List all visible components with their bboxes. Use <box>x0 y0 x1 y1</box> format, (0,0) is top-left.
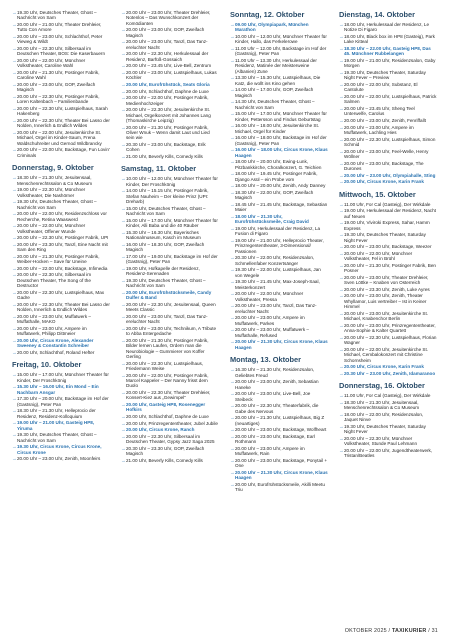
highlight-event: → 20.00 Uhr – 23.00 Uhr, Olympiahalle, Sting <box>339 173 437 178</box>
highlight-event: → 18.00 Uhr – 21.30 Uhr, Eurofrühstücksmeile, Craig David <box>230 214 328 225</box>
highlight-event: → 20.00 Uhr – 21.30 Uhr, Circus Krone, Klaus Haagen <box>230 339 328 350</box>
column-3 <box>230 10 328 494</box>
footer-month: OKTOBER 2025 / <box>344 628 391 634</box>
highlight-event: → 20.00 Uhr, Eurofrühstücksmeile, Candy Dulfer & Band <box>121 290 219 301</box>
day-heading: Samstag, 11. Oktober <box>121 164 197 174</box>
event-entry: → 19.00 Uhr – 21.00 Uhr, Residenzsalon, Gaby Morgen <box>339 58 437 69</box>
event-entry: → 20.00 Uhr – 23.00 Uhr, Lustspielhaus, Lukas Köchler <box>121 70 219 81</box>
event-entry: → 19.00 Uhr, Herkulessaal der Residenz, La Fusion di Figaro <box>230 226 328 237</box>
highlight-event: → 20.00 Uhr, Gasteig HP8, Rosenegger Hofkirs <box>121 402 219 413</box>
highlight-event: → 19.00 Uhr – 21.00 Uhr, Gasteig HP8, Yiruma <box>12 420 110 431</box>
event-entry: → 18.00 Uhr, Herkulessaal der Residenz, Le Notize Di Figaro <box>339 22 437 33</box>
event-entry: → 20.00 Uhr – 21.30 Uhr, Postinger Fabrik, Weiber-Hocken – Save für Uneine <box>12 254 110 265</box>
event-entry: → 20.00 Uhr – 22.30 Uhr, Lustspielhaus, Simon Schmid <box>339 137 437 148</box>
highlight-event: → 15.30 Uhr – 16.00 Uhr, Ein Mond – Ein Nachbarn Ansgar <box>12 384 110 395</box>
event-entry: → 20.00 Uhr – 23.30 Uhr, Zenith, Luke Ayres <box>339 287 437 292</box>
footer-page-number: / 31 <box>428 628 438 634</box>
day-heading: Sonntag, 12. Oktober <box>230 10 305 19</box>
highlight-event: → 20.00 Uhr, Circus Krone, Alexander Sweeney & Constantin Schreiber <box>12 338 110 349</box>
highlight-event: → 19.30 Uhr, Circus Krone, Circus Krone, Circus Krone <box>12 444 110 455</box>
event-entry: → 20.00 Uhr – 23.00 Uhr, Feel-Welle, Henry Wöllner <box>339 149 437 160</box>
event-entry: → 14.00 Uhr – 17.00 Uhr, GOP, Zweifach Magisch <box>230 87 328 98</box>
event-entry: → 19.00 Uhr, Viviroki Express, Sahar, Hamm Express <box>339 220 437 231</box>
day-heading: Freitag, 10. Oktober <box>12 360 82 370</box>
event-entry: → 20.00 Uhr – 22.30 Uhr, Theater Drehleier, Konsert-Kiez aus „Gewimpel“ <box>121 390 219 401</box>
event-entry: → 20.00 Uhr – 23.00 Uhr, Zenith, Sebastian Haneke <box>230 379 328 390</box>
event-entry: → 18.30 Uhr – 22.00 Uhr, GOP, Zweifach Magisch <box>230 190 328 201</box>
event-entry: → 21.00 Uhr, Beverly Kills, Comedy Kills <box>121 154 219 159</box>
event-entry: → 20.00 Uhr – 22.30 Uhr, Postinger Fabrik, UPI <box>12 235 110 240</box>
day-heading: Donnerstag, 9. Oktober <box>12 163 94 173</box>
event-entry: → 13.30 Uhr – 15.30 Uhr, Lustspielhaus, Die Katz, die wollt ins Kino gehen <box>230 75 328 86</box>
event-entry: → 20.00 Uhr – 23.00 Uhr, Ampere im Muffatwerk, Lachling Hies <box>339 125 437 136</box>
event-entry: → 20.00 Uhr – 23.00 Uhr, Zenith, Fenriffallt <box>339 118 437 123</box>
event-entry: → 16.00 Uhr – 18.30 Uhr, GOP, Zweifach Magisch <box>121 242 219 253</box>
event-entry: → 20.00 Uhr, Schlachthof, Roland Hefter <box>12 350 110 355</box>
column-1 <box>12 10 110 463</box>
event-entry: → 11.00 Uhr, For Cal (Gasteig), Der Wirkdale <box>339 202 437 207</box>
event-entry: → 20.00 Uhr – 22.30 Uhr, Theaterfabrik, die Gabe des Nervous <box>230 403 328 414</box>
event-entry: → 20.00 Uhr – 22.30 Uhr, Theater Bei Lasso der Nolden, Innerlich & Endlich Wildes <box>12 118 110 129</box>
page-footer <box>345 628 438 634</box>
event-entry: → 20.00 Uhr – 22.00 Uhr, Münchner Volkstheater, Caroline Wahl <box>12 58 110 69</box>
event-entry: → 20.00 Uhr – 22.30 Uhr, Theater Bei Lasso der Nolden, Innerlich & Endlich Wildes <box>12 302 110 313</box>
event-entry: → 11.00 Uhr – 12.00 Uhr, Backstage im Hof der (Gastsnig), Peter Pan <box>230 46 328 57</box>
event-entry: → 20.00 Uhr – 21.30 Uhr, Postinger Fabrik, Oliver Wnuk – Wenn damit Laut und Lied sein wie <box>121 125 219 141</box>
event-entry: → 16.00 Uhr – 18.00 Uhr, Backstage im Hof der (Gastsnig), Peter Pan <box>230 135 328 146</box>
event-entry: → 19.00 Uhr, Hofkapelle der Residenz, Residenz-Serenaden <box>121 266 219 277</box>
event-entry: → 20.00 Uhr – 23.00 Uhr, Jesuitenkirche St. Michael, Knabenchor Berlin <box>339 311 437 322</box>
event-entry: → 19.30 Uhr, Deutsches Theater, Ghost – Nachricht von Sam <box>12 432 110 443</box>
column-4 <box>339 10 437 460</box>
event-entry: → 20.00 Uhr – 23.00 Uhr, Backstage, Weezer <box>339 244 437 249</box>
highlight-event: → 20.00 Uhr, Circus Krone, Ranch <box>121 427 219 432</box>
event-entry: → 20.00 Uhr – 22.00 Uhr, Münchner Volkstheater, Fel in Brühl <box>339 251 437 262</box>
event-entry: → 20.00 Uhr – 22.30 Uhr, Silbersaal im Deutschen Theater, BOS: Die Kaserbauern <box>12 46 110 57</box>
event-entry: → 20.00 Uhr – 22.30 Uhr, Jesuitensaal, Queen Meets Classic <box>121 302 219 313</box>
event-entry: → 16.00 Uhr – 18.00 Uhr, Jesuitenkirche St. Michael, Orgel für Kinder <box>230 123 328 134</box>
event-entry: → 20.00 Uhr – 23.00 Uhr, GOP, Zweifach Magisch <box>121 27 219 38</box>
event-entry: → 20.00 Uhr – 21.30 Uhr, Postinger Fabrik, Caroline Wahl <box>12 70 110 81</box>
event-entry: → 20.00 Uhr – 22.30 Uhr, Postinger Fabrik, Loren Kaltenbach – Familienbande <box>12 94 110 105</box>
event-entry: → 20.00 Uhr – 23.00 Uhr, Backstage, Ponytail + One <box>230 458 328 469</box>
event-entry: → 19.30 Uhr, Deutsches Theater, Ghost – Nachricht von Sam <box>12 199 110 210</box>
event-entry: → 20.00 Uhr – 23.00 Uhr, GOP, Zweifach Magisch <box>12 82 110 93</box>
day-heading: Donnerstag, 16. Oktober <box>339 381 425 391</box>
day-heading: Dienstag, 14. Oktober <box>339 10 415 19</box>
highlight-event: → 09.00 Uhr, Olympiapark, München Marathon <box>230 22 328 33</box>
event-entry: → 11.00 Uhr, For Cal (Gasteig), Der Wirkdale <box>339 393 437 398</box>
event-entry: → 18.30 Uhr – 21.30 Uhr, Helleprocio der Residenz, Residenz-Kolloquium <box>12 408 110 419</box>
event-entry: → 15.00 Uhr – 17.00 Uhr, Münchner Theater für Kinder, Pettersson und Findus Geburtstag <box>230 111 328 122</box>
event-entry: → 20.00 Uhr – 23.45 Uhr, Live-Bell, Zentrum <box>121 63 219 68</box>
event-entry: → 20.00 Uhr – 22.00 Uhr, Lustspielhaus, Patrick Salmen <box>339 94 437 105</box>
event-entry: → 20.00 Uhr, Schlachthof, Daphne de Luxe <box>121 414 219 419</box>
event-entry: → 20.00 Uhr – 23.00 Uhr, Technikum, A Tribute to Abba Entergedache <box>121 326 219 337</box>
event-entry: → 20.00 Uhr, Prinzregententheater, Jubel Jubile <box>121 421 219 426</box>
event-entry: → 20.00 Uhr – 23.00 Uhr, Prinzregententheater, Anna-Sophie & Kalter Quartett <box>339 323 437 334</box>
event-entry: → 14.00 Uhr – 15.15 Uhr, Postinger Fabrik, Stefan Nauheim – Der kleine Prinz (UPI: Dreharb) <box>121 188 219 204</box>
event-entry: → 20.00 Uhr – 22.00 Uhr, Jesuitenkirche St. Michael, Orgel im Kinder-Saum, Frena Waldschuhreiter und Gernod Wildbrancky <box>12 130 110 146</box>
highlight-event: → 18.30 Uhr – 22.00 Uhr, Gasteig HP8, Das 45. Münchner Rubbelangen <box>339 46 437 57</box>
event-entry: → 19.30 Uhr, Deutsches Theater, Ghost – Nachricht von Sam <box>12 10 110 21</box>
event-entry: → 20.00 Uhr – 22.30 Uhr, Herkulessaal der Residenz, Barfüß-Gossaich <box>121 51 219 62</box>
event-entry: → 20.00 Uhr – 22.00 Uhr, Backstage, Infimedia <box>12 266 110 271</box>
highlight-event: → 20.00 Uhr, Circus Krone, Karin Frank <box>339 179 437 184</box>
event-entry: → 20.00 Uhr – 22.00 Uhr, Backstage, Fun Lovin' Criminals <box>12 147 110 158</box>
event-entry: → 20.00 Uhr, Schlachthof, Daphne de Luxe <box>121 89 219 94</box>
event-entry: → 20.30 Uhr – 23.30 Uhr, GOP, Zweifach Magisch <box>121 446 219 457</box>
event-entry: → 20.00 Uhr – 22.30 Uhr, Silbersaal im Deutschen Theater, The Song of the Destructor <box>12 272 110 288</box>
event-entry: → 20.00 Uhr – 22.30 Uhr, Münchner Volkstheater, Stunde Paul Lehmann <box>339 436 437 447</box>
footer-magazine: TAXIKURIER <box>391 628 427 634</box>
event-entry: → 20.00 Uhr – 22.00 Uhr, Jugendtheaterwerk, Tristan/Beatles <box>339 448 437 459</box>
event-entry: → 20.00 Uhr – 21.30 Uhr, Postinger Fabrik, Ben Posner <box>339 263 437 274</box>
event-entry: → 19.30 Uhr – 22.00 Uhr, Lustspielhaus, Jan von Wegele <box>230 267 328 278</box>
event-entry: → 18.45 Uhr – 21.45 Uhr, Backstage, Sebastian Maier <box>230 202 328 213</box>
event-entry: → 20.00 Uhr – 22.00 Uhr, Münchner Volkstheater, Offener Wunde <box>12 223 110 234</box>
event-entry: → 20.00 Uhr – 22.30 Uhr, Lustspielhaus, Max Gadre <box>12 290 110 301</box>
event-entry: → 20.00 Uhr – 23.00 Uhr, Theater Drehleier, Notenlos – Das Wunschkonzert der Komödianten <box>121 10 219 26</box>
event-entry: → 20.00 Uhr – 22.00 Uhr, Münchner Volkstheater, Pressa <box>230 291 328 302</box>
event-entry: → 19.00 Uhr – 22.30 Uhr, Münchner Volkstheater, Die Nashörner <box>12 187 110 198</box>
event-entry: → 19.30 Uhr, Deutsches Theater, Saturday Night Fever <box>339 424 437 435</box>
event-entry: → 18.00 Uhr – 20.00 Uhr, Ewing-Lunk, Pitzbankkirche, Choralkonzert, G. Teichien <box>230 159 328 170</box>
highlight-event: → 20.00 Uhr, Circus Krone, Karin Frank <box>339 364 437 369</box>
event-entry: → 17.30 Uhr – 20.00 Uhr, Backstage im Hof der (Gastsnig), Peter Pan <box>12 396 110 407</box>
event-entry: → 20.00 Uhr – 23.00 Uhr, Tanzl, Das Tanz-ereluchter Nacht <box>121 39 219 50</box>
day-heading: Montag, 13. Oktober <box>230 355 302 365</box>
event-entry: → 15.00 Uhr – 17.00 Uhr, Münchner Theater für Kinder, Der Froschkönig <box>12 372 110 383</box>
event-entry: → 20.00 Uhr – 21.00 Uhr, Theater Drehleier, Tutto Con Amore <box>12 22 110 33</box>
event-entry: → 20.00 Uhr – 23.00 Uhr, Ampere im Muffatwerk, Rain <box>230 446 328 457</box>
event-entry: → 21.00 Uhr, Beverly Kills, Comedy Kills <box>121 458 219 463</box>
event-entry: → 15.30 Uhr – 16.30 Uhr, Bayerisches Nationalmuseum, Kasch im Museum <box>121 230 219 241</box>
event-entry: → 20.00 Uhr – 22.30 Uhr, Lustspielhaus, Friedemann Weise <box>121 361 219 372</box>
event-entry: → 20.00 Uhr – 23.00 Uhr, Ampere im Muffatwerk, Parkes <box>230 315 328 326</box>
highlight-event: → 20.00 Uhr, Eurofrühstück, Seats Gloria <box>121 82 219 87</box>
event-entry: → 20.00 Uhr – 21.30 Uhr, Postinger Fabrik, Bilder lernen Laufen, Ordern man die Neurobiologie – Gummierer von Koffer Gerling <box>121 338 219 360</box>
event-entry: → 16.30 Uhr – 21.30 Uhr, Residenzsalon, Geliebtes Freud <box>230 367 328 378</box>
event-entry: → 20.00 Uhr – 23.00 Uhr, Backstage, The Durones <box>339 161 437 172</box>
event-entry: → 14.30 Uhr, Deutsches Theater, Ghost – Nachricht von Sam <box>230 99 328 110</box>
event-entry: → 17.00 Uhr – 19.00 Uhr, Backstage im Hof der (Gastsnig), Peter Pan <box>121 254 219 265</box>
event-entry: → 20.00 Uhr – 23.00 Uhr, Tanzl, Das Tanz-ereluchter Nacht <box>121 314 219 325</box>
event-entry: → 18.00 Uhr – 19.45 Uhr, Postinger Fabrik, Django Asül – ein Probe vom <box>230 171 328 182</box>
event-entry: → 20.00 Uhr – 22.30 Uhr, Silbersaal im Deutschen Theater, Gypsy Jazz Saga 2025 <box>121 434 219 445</box>
event-entry: → 20.00 Uhr – 23.00 Uhr, Zenith, Theater Whyllamor, Luis vertreiber – Ist in Keiner Himmel <box>339 293 437 309</box>
event-entry: → 18.00 Uhr, Black box im HP8 (Gasteig), Park Lake Kitteal <box>339 34 437 45</box>
event-entry: → 20.00 Uhr – 23.00 Uhr, Muffatwerk – Muffathalle, Refused <box>230 327 328 338</box>
event-entry: → 20.00 Uhr – 22.30 Uhr, Lustspielhaus, Florian Wagner <box>339 335 437 346</box>
day-heading: Mittwoch, 15. Oktober <box>339 189 416 199</box>
event-entry: → 20.00 Uhr – 23.00 Uhr, Live-Bell, Joe Steibeck <box>230 391 328 402</box>
event-entry: → 20.30 Uhr – 23.00 Uhr, Backstage, Erik Cohen <box>121 142 219 153</box>
highlight-event: → 16.00 Uhr – 18.00 Uhr, Circus Krone, Klaus Haagen <box>230 147 328 158</box>
event-entry: → 20.00 Uhr – 23.00 Uhr, Backstage, Earl Rothmann <box>230 434 328 445</box>
event-entry: → 11.00 Uhr – 13.30 Uhr, Herkulessaal der Residenz, Matinée der Meisterweine (Albanien) Zune <box>230 58 328 74</box>
event-entry: → 20.00 Uhr – 22.30 Uhr, Lustspielhaus, Sarah Hakenberg <box>12 106 110 117</box>
event-entry: → 19.30 Uhr – 21.45 Uhr, Max-Joseph-Saal, Meisterkonzert <box>230 279 328 290</box>
event-entry: → 18.00 Uhr – 22.00 Uhr, Residenzsalon, Jaquet Ninve <box>339 412 437 423</box>
event-entry: → 20.00 Uhr, Eurofrühstücksmeile, Akilli Meetu Triu <box>230 482 328 493</box>
event-entry: → 18.30 Uhr – 21.30 Uhr, Jesuitensaal, Menschenrechtssalon & Co Museum <box>12 175 110 186</box>
event-entry: → 10.00 Uhr – 12.00 Uhr, Münchner Theater für Kinder, Hallo, das Ferkelerowe <box>230 34 328 45</box>
event-entry: → 20.00 Uhr – 22.00 Uhr, Postinger Fabrik, Medienhochzeiger <box>121 95 219 106</box>
event-entry: → 19.30 Uhr, Deutsches Theater, Ghost – Nachricht von Sam <box>121 278 219 289</box>
event-entry: → 19.00 Uhr – 21.00 Uhr, Helleprocio Theater, Prinzregententheater, 3-Dimensional/ Passionen <box>230 238 328 254</box>
event-entry: → 19.30 Uhr, Deutsches Theater, Saturday Night Fever <box>339 232 437 243</box>
event-entry: → 20.00 Uhr – 23.00 Uhr, Ampere im Muffatwerk, Philipp Dittmeier <box>12 326 110 337</box>
event-entry: → 20.00 Uhr – 21.30 Uhr, Lustspielhaus, Big Z (neuartiges) <box>230 415 328 426</box>
event-entry: → 20.00 Uhr – 23.00 Uhr, Muffatwerk – Muffathalle, MAKO <box>12 314 110 325</box>
event-entry: → 20.00 Uhr – 23.00 Uhr, Schlachthof, Peter Vieweg & Wildt <box>12 34 110 45</box>
event-entry: → 20.00 Uhr – 23.00 Uhr, Theater Drehleier, Sven Löttke – Knaben von Osterreich <box>339 275 437 286</box>
event-entry: → 18.30 Uhr – 21.30 Uhr, Jesuitensaal, Menschenrechtssalon & Co Museum <box>339 400 437 411</box>
event-entry: → 19.00 Uhr, Herkulessaal der Residenz, Nacht auf Neuen <box>339 208 437 219</box>
event-entry: → 18.00 Uhr – 20.00 Uhr, Zenith, Andy Danney <box>230 183 328 188</box>
event-entry: → 20.00 Uhr – 22.00 Uhr, Postinger Fabrik, Marcel Kappeler – Der Nanny frisst dem Duolo <box>121 373 219 389</box>
event-entry: → 20.00 Uhr – 23.00 Uhr, Backstage, Wolfheart <box>230 427 328 432</box>
event-entry: → 20.00 Uhr – 22.00 Uhr, Substanz, El Cantolute <box>339 82 437 93</box>
event-entry: → 20.30 Uhr – 22.00 Uhr, Residenzsalon, Schmellenfaber Konzertsänger <box>230 255 328 266</box>
event-entry: → 15.00 Uhr – 17.00 Uhr, Münchner Theater für Kinder, Alli Baba und die 40 Räuber <box>121 218 219 229</box>
event-entry: → 20.00 Uhr – 22.30 Uhr, Jesuitenkirche St. Michael, Orgelkonzert mit Johannes Lang (Thomaskirche Leipzig) <box>121 107 219 123</box>
event-entry: → 15.00 Uhr, Deutsches Theater, Ghost – Nachricht von Sam <box>121 206 219 217</box>
highlight-event: → 20.30 Uhr – 23.00 Uhr, Zenith, Idamaranoo <box>339 371 437 376</box>
event-entry: → 20.00 Uhr – 23.00 Uhr, Zenith, Moonfeirs <box>12 456 110 461</box>
highlight-event: → 20.00 Uhr – 21.30 Uhr, Circus Krone, Klaus Haagen <box>230 470 328 481</box>
event-entry: → 20.00 Uhr – 23.45 Uhr, Sheng Teel Unterwelfe, Carolus <box>339 106 437 117</box>
event-entry: → 19.30 Uhr, Deutsches Theater, Saturday Night Fever – Preview <box>339 70 437 81</box>
event-entry: → 20.00 Uhr – 23.30 Uhr, Tanzl, Eine Nacht mit Sam den Ring <box>12 242 110 253</box>
event-entry: → 10.00 Uhr – 12.00 Uhr, Münchner Theater für Kinder, Der Froschkönig <box>121 176 219 187</box>
column-2 <box>121 10 219 464</box>
event-entry: → 20.00 Uhr – 23.00 Uhr, Tanzl, Das Tanz-ereluchter Nacht <box>230 303 328 314</box>
event-entry: → 20.00 Uhr – 22.00 Uhr, Jesuitenkirche St. Michael, Cembalokonzert mit Christine Schornsheim <box>339 347 437 363</box>
event-entry: → 20.00 Uhr – 22.00 Uhr, Residenzschloss vor Recherche, Retina Waaswerd <box>12 211 110 222</box>
